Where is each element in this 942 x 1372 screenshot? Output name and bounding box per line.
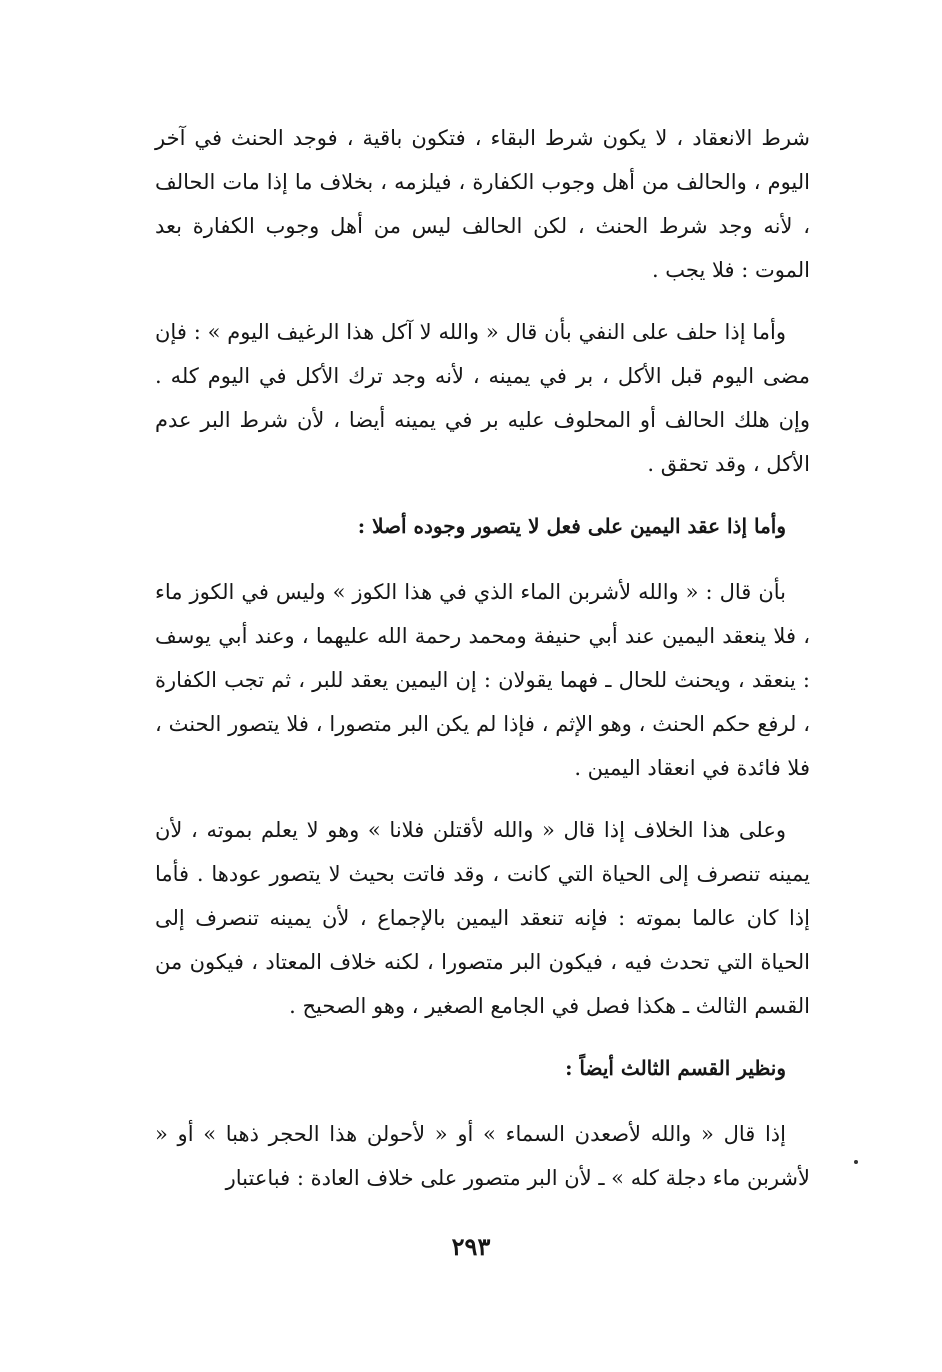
- paragraph-5: إذا قال « والله لأصعدن السماء » أو « لأحولن هذا الحجر ذهبا » أو « لأشربن ماء دجلة كله » ـ لأن البر متصور على خلاف العادة : فباعتبار: [155, 1122, 810, 1190]
- page-number: ٢٩٣: [451, 1232, 491, 1261]
- paragraph-2: وأما إذا حلف على النفي بأن قال « والله لا آكل هذا الرغيف اليوم » : فإن مضى اليوم قبل الأكل ، بر في يمينه ، لأنه وجد ترك الأكل في اليوم كله . وإن هلك الحالف أو المحلوف عليه بر في يمينه أيضا ، لأن شرط البر عدم الأكل ، وقد تحقق .: [155, 320, 810, 476]
- paragraph-1: شرط الانعقاد ، لا يكون شرط البقاء ، فتكون باقية ، فوجد الحنث في آخر اليوم ، والحالف من أهل وجوب الكفارة ، فيلزمه ، بخلاف ما إذا مات الحالف ، لأنه وجد شرط الحنث ، لكن الحالف ليس من أهل وجوب الكفارة بعد الموت : فلا يجب .: [155, 126, 810, 282]
- section-heading-1: وأما إذا عقد اليمين على فعل لا يتصور وجوده أصلا :: [357, 514, 786, 538]
- paragraph-4: وعلى هذا الخلاف إذا قال « والله لأقتلن فلانا » وهو لا يعلم بموته ، لأن يمينه تنصرف إلى الحياة التي كانت ، وقد فاتت بحيث لا يتصور عودها . فأما إذا كان عالما بموته : فإنه تنعقد اليمين بالإجماع ، لأن يمينه تنصرف إلى الحياة التي تحدث فيه ، فيكون البر متصورا ، لكنه خلاف المعتاد ، فيكون من القسم الثالث ـ هكذا فصل في الجامع الصغير ، وهو الصحيح .: [155, 818, 810, 1018]
- paragraph-3: بأن قال : « والله لأشربن الماء الذي في هذا الكوز » وليس في الكوز ماء ، فلا ينعقد اليمين عند أبي حنيفة ومحمد رحمة الله عليهما ، وعند أبي يوسف : ينعقد ، ويحنث للحال ـ فهما يقولان : إن اليمين يعقد للبر ، ثم تجب الكفارة ، لرفع حكم الحنث ، وهو الإثم ، فإذا لم يكن البر متصورا ، فلا يتصور الحنث ، فلا فائدة في انعقاد اليمين .: [155, 580, 810, 780]
- page-body: [155, 116, 810, 1200]
- margin-dot: [854, 1160, 858, 1164]
- section-heading-2: ونظير القسم الثالث أيضاً :: [565, 1056, 786, 1080]
